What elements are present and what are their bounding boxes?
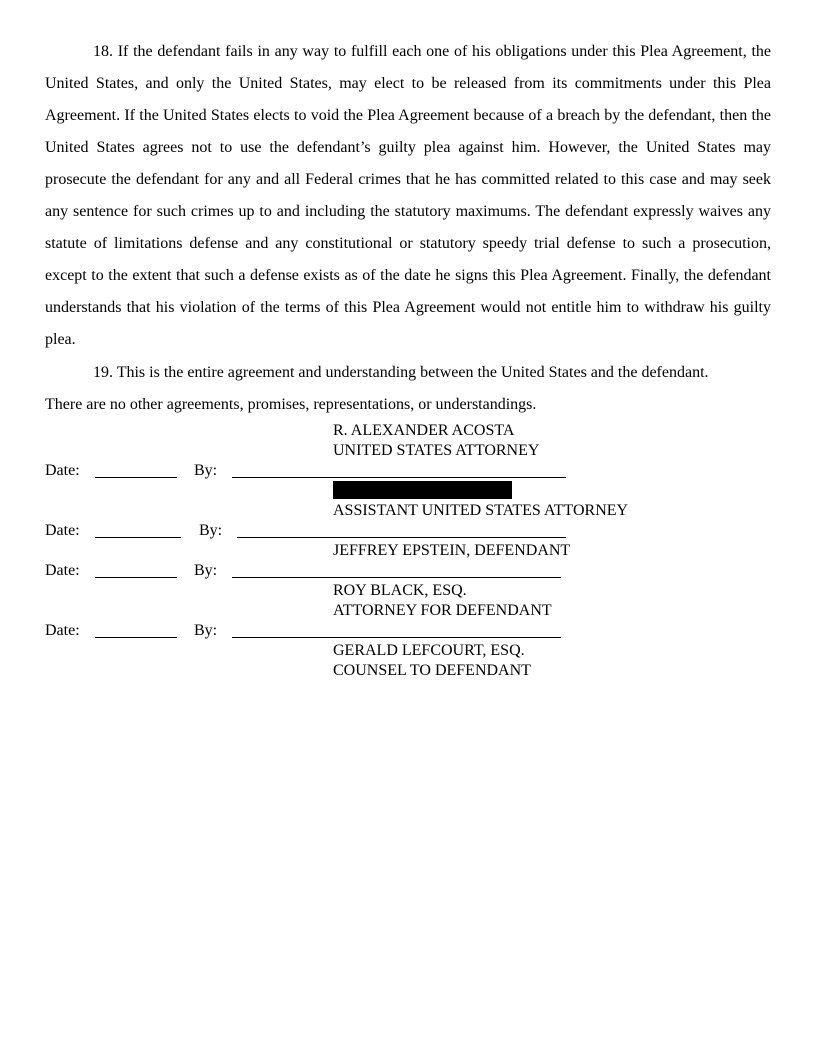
paragraph-19-line-1: 19. This is the entire agreement and understanding between the United States and the defendant. [93,364,709,381]
signature-line-3[interactable] [232,577,561,578]
signature-line-4[interactable] [232,637,561,638]
attorney-title: ATTORNEY FOR DEFENDANT [333,602,552,619]
us-attorney-title: UNITED STATES ATTORNEY [333,442,540,459]
paragraph-18: 18. If the defendant fails in any way to fulfill each one of his obligations under this Plea Agreement, the United States, and only the United States, may elect to be released from its commitments under this Plea Agreement. If the United States elects to void the Plea Agreement because of a breach by the defendant, then the United States agrees not to use the defendant’s guilty plea against him. However, the United States may prosecute the defendant for any and all Federal crimes that he has committed related to this case and may seek any sentence for such crimes up to and including the statutory maximums. The defendant expressly waives any statute of limitations defense and any constitutional or statutory speedy trial defense to such a prosecution, except to the extent that such a defense exists as of the date he signs this Plea Agreement. Finally, the defendant understands that his violation of the terms of this Plea Agreement would not entitle him to withdraw his guilty plea. [45,43,771,348]
by-label-2: By: [199,522,223,539]
date-line-3[interactable] [95,577,177,578]
date-line-1[interactable] [95,477,177,478]
paragraph-19-line-2: There are no other agreements, promises, representations, or understandings. [45,396,537,413]
date-label-4: Date: [45,622,80,639]
date-line-2[interactable] [95,537,181,538]
date-label-3: Date: [45,562,80,579]
signature-line-2[interactable] [237,537,566,538]
by-label-1: By: [194,462,218,479]
signature-line-1[interactable] [232,477,566,478]
redaction-box [333,481,512,499]
by-label-3: By: [194,562,218,579]
attorney-name: ROY BLACK, ESQ. [333,582,467,599]
counsel-title: COUNSEL TO DEFENDANT [333,662,531,679]
us-attorney-name: R. ALEXANDER ACOSTA [333,422,515,439]
ausa-title: ASSISTANT UNITED STATES ATTORNEY [333,502,629,519]
by-label-4: By: [194,622,218,639]
date-line-4[interactable] [95,637,177,638]
date-label-1: Date: [45,462,80,479]
defendant-name: JEFFREY EPSTEIN, DEFENDANT [333,542,571,559]
date-label-2: Date: [45,522,80,539]
counsel-name: GERALD LEFCOURT, ESQ. [333,642,525,659]
